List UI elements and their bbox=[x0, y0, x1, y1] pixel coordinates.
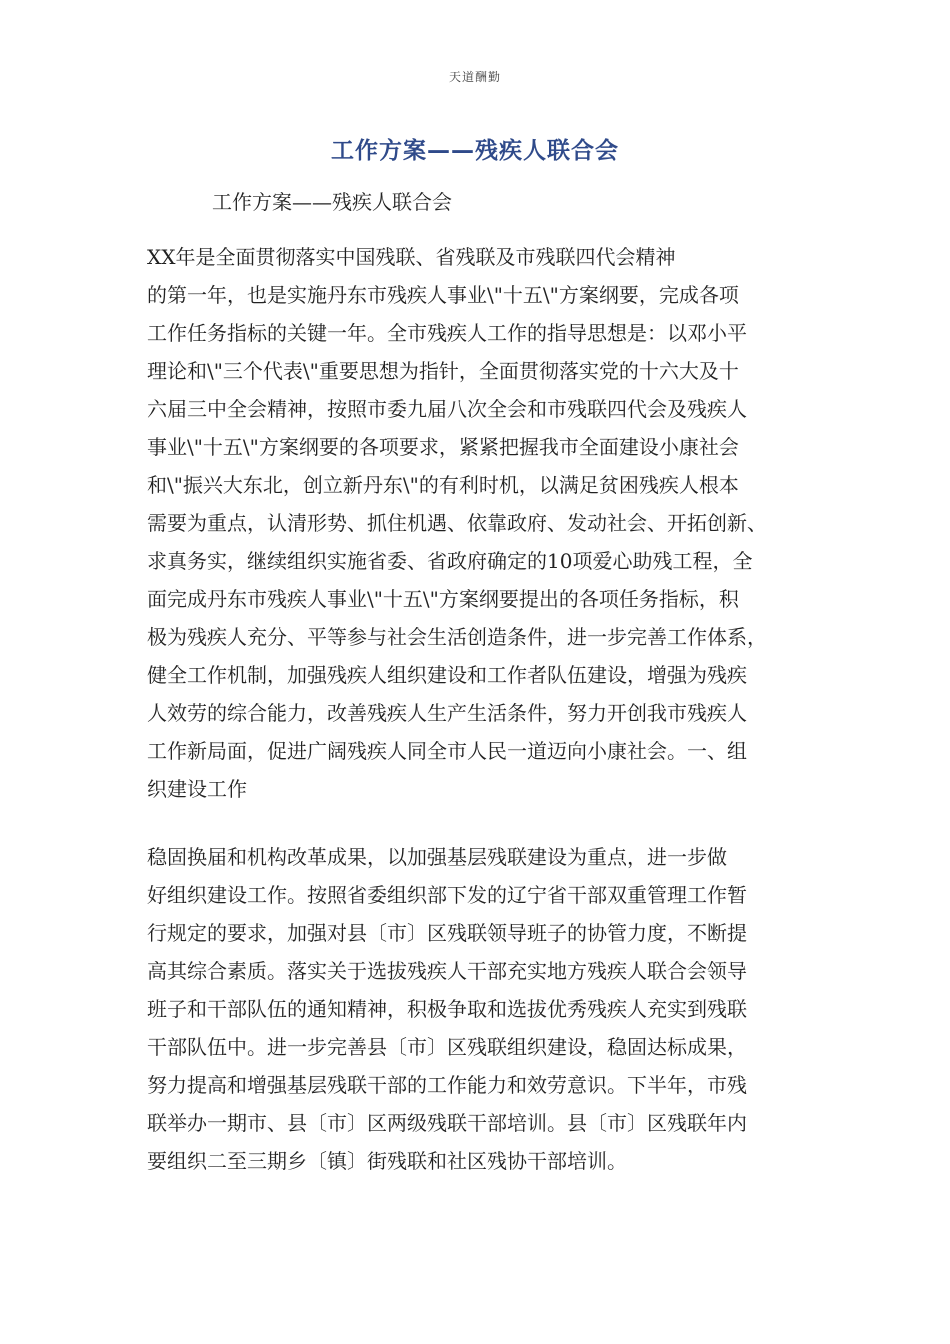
body-paragraph-2: 稳固换届和机构改革成果，以加强基层残联建设为重点，进一步做 好组织建设工作。按照省委组织部下发的辽宁省干部双重管理工作暂 行规定的要求，加强对县〔市〕区残联领导班子的协管力度，不断提 高其综合素质。落实关于选拔残疾人干部充实地方残疾人联合会领导 班子和干部队伍的通知精神，积极争取和选拔优秀残疾人充实到残联 干部队伍中。进一步完善县〔市〕区残联组织建设，稳固达标成果， 努力提高和增强基层残联干部的工作能力和效劳意识。下半年，市残 联举办一期市、县〔市〕区两级残联干部培训。县〔市〕区残联年内 要组织二至三期乡〔镇〕街残联和社区残协干部培训。 bbox=[147, 845, 747, 1173]
document-title: 工作方案——残疾人联合会 bbox=[331, 138, 619, 164]
document-subtitle: 工作方案——残疾人联合会 bbox=[212, 190, 452, 214]
body-paragraph-1: XX年是全面贯彻落实中国残联、省残联及市残联四代会精神 的第一年，也是实施丹东市残疾人事业\"十五\"方案纲要，完成各项 工作任务指标的关键一年。全市残疾人工作的指导思想是：以邓小平 理论和\"三个代表\"重要思想为指针，全面贯彻落实党的十六大及十 六届三中全会精神，按照市委九届八次全会和市残联四代会及残疾人 事业\"十五\"方案纲要的各项要求，紧紧把握我市全面建设小康社会 和\"振兴大东北，创立新丹东\"的有利时机，以满足贫困残疾人根本 需要为重点，认清形势、抓住机遇、依靠政府、发动社会、开拓创新、 求真务实，继续组织实施省委、省政府确定的10项爱心助残工程，全 面完成丹东市残疾人事业\"十五\"方案纲要提出的各项任务指标，积 极为残疾人充分、平等参与社会生活创造条件，进一步完善工作体系， 健全工作机制，加强残疾人组织建设和工作者队伍建设，增强为残疾 人效劳的综合能力，改善残疾人生产生活条件，努力开创我市残疾人 工作新局面，促进广阔残疾人同全市人民一道迈向小康社会。一、组 织建设工作 bbox=[147, 245, 767, 801]
page-header-text: 天道酬勤 bbox=[448, 70, 501, 84]
